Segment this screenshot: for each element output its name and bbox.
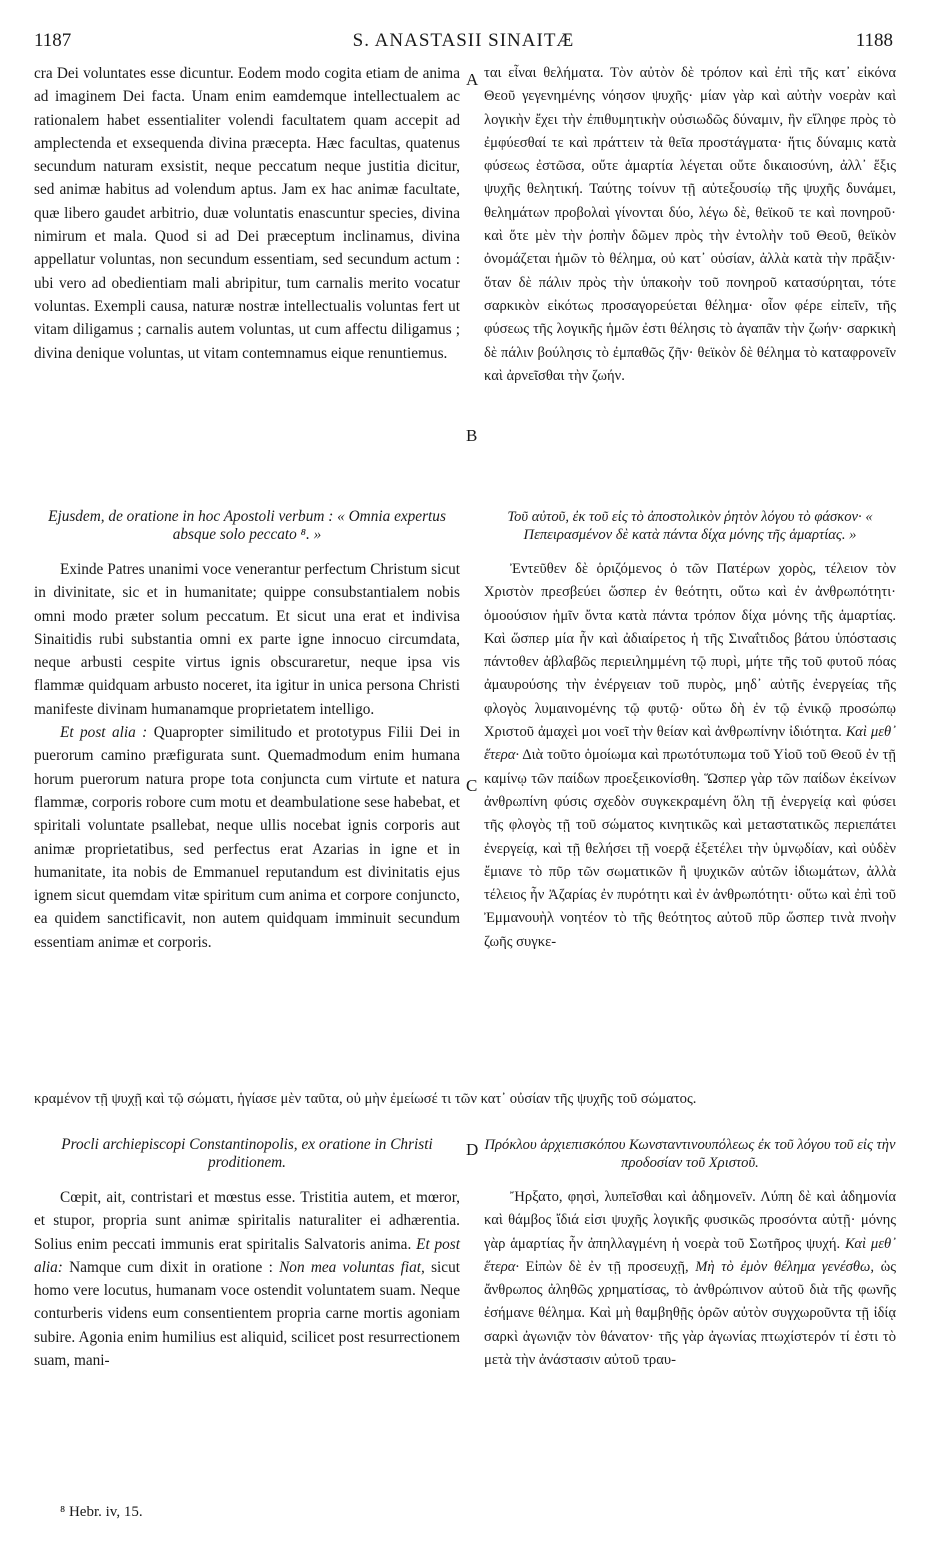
latin-paragraph-2b-text: Quapropter similitudo et prototypus Filii Dei in puerorum camino præfigurata sunt. Quemadmodum enim humana horum puerorum natura prope tota conjuncta cum virtute et natura flammæ, corporis robore cum motu et deambulatione sese habebat, et spiritali voluntate psallebat, neque ullis nocebat ignis corporis aut animæ proprietatibus, sed perfectus erat Azarias in igne et in humanitate, ita nobis de Emmanuel reputandum est divinitatis ejus ignem sicut quemdam vitæ spiritum cum anima et corpore conjuncto, ea quidem sanctificavit, non autem quidquam imminuit secundum essentiam animæ et corporis. [34, 724, 460, 951]
running-title: S. ANASTASII SINAITÆ [352, 30, 575, 51]
latin-paragraph-3 [34, 1186, 460, 1372]
latin-paragraph-1: cra Dei voluntates esse dicuntur. Eodem modo cogita etiam de anima ad imaginem Dei facta. Unam enim eamdemque intellectualem ac rationalem habet essentialiter volendi facultatem quam accepit ad amplectenda et exsequenda divina præcepta. Hæc facultas, quatenus secundum naturam exsistit, neque peccatum neque justitia dicitur, sed animæ habitus ad volendum aptus. Jam ex hac animæ facultate, quæ libero gaudet arbitrio, duæ voluntatis enascuntur species, divina nimirum et mala. Quod si ad Dei præceptum inclinamus, divina appellatur voluntas, non secundum essentiam, sed secundum actum : ubi vero ad obedientiam mali abripitur, tum carnalis merito vocatur voluntas. Exempli causa, naturæ nostræ intellectualis voluntas fert ut vitam diligamus ; carnalis autem voluntas, ut cum affectu diligamus ; divina denique voluntas, ut vitam contemnamus eique renuntiemus. [34, 65, 460, 362]
greek-post-alia-label-3: Καὶ μεθ᾽ ἕτερα· [484, 1235, 896, 1275]
greek-post-alia-label: Καὶ μεθ᾽ ἕτερα· [484, 724, 897, 764]
right-page-number: 1188 [855, 30, 893, 51]
latin-heading-2: Ejusdem, de oratione in hoc Apostoli verbum : « Omnia expertus absque solo peccato ⁸. » [48, 508, 446, 543]
latin-post-alia-label-3: Et post alia: [34, 1235, 461, 1276]
margin-marker-c: C [466, 776, 478, 795]
greek-paragraph-3-text: Ἤρξατο, φησὶ, λυπεῖσθαι καὶ ἀδημονεῖν. Λύπη δὲ καὶ ἀδημονία καὶ θάμβος ἴδιά εἰσι ψυχῆς λογικῆς φυσικῶς προσόντα αὐτῇ· μόνης γὰρ ἁμαρτίας ἦν ἀπηλλαγμένη ἡ νοερὰ τοῦ Σωτῆρος ψυχή. [484, 1189, 896, 1252]
greek-column-section-3 [484, 1136, 896, 1372]
latin-column-section-2 [34, 508, 460, 954]
margin-marker-b: B [466, 426, 478, 445]
margin-marker-d: D [466, 1140, 479, 1159]
left-page-number: 1187 [34, 30, 72, 51]
running-header [34, 30, 893, 60]
greek-paragraph-2b-text: Διὰ τοῦτο ὁμοίωμα καὶ πρωτότυπωμα τοῦ Υἱοῦ τοῦ Θεοῦ ἐν τῇ καμίνῳ τῶν παίδων προεξεικονίσθη. Ὥσπερ γὰρ τῶν παίδων ἐκείνων ἀνθρωπίνη φύσις σχεδὸν συγκεκραμένη ὅλη τῇ ἐνεργείᾳ καὶ φύσει τῆς φλογὸς τῇ τοῦ σώματος κινητικῶς καὶ μεταστατικῶς περιεπάτει ἐνεργείᾳ, καὶ τῇ θελήσει τῇ νοερᾷ ἐξετέλει τὴν ὑμνῳδίαν, καὶ οὐδὲν ἔμιανε τὸ πῦρ τῶν σωματικῶν ἢ ψυχικῶν αὐτῶν ἰδιωμάτων, ἀλλὰ τέλειος ἦν Ἀζαρίας ἐν πυρότητι καὶ ἐν ἀνθρωπότητι· οὕτω καὶ ἐπὶ τοῦ Ἐμμανουὴλ νοητέον τὸ τῆς θεότητος αὐτοῦ πῦρ ὥσπερ τινὰ πνοὴν ζωῆς συγκε- [484, 747, 897, 950]
latin-paragraph-3b-text-a: Namque cum dixit in oratione : [69, 1258, 273, 1276]
greek-paragraph-3b-text-a: Εἰπὼν δὲ ἐν τῇ προσευχῇ, [525, 1258, 689, 1275]
latin-paragraph-2: Exinde Patres unanimi voce venerantur perfectum Christum sicut in divinitate, sic et in humanitate; quippe consubstantialem nobis omni modo præter solum peccatum. Et sicut una erat et indivisa Sinaitidis rubi substantia omni ex parte igne innocuo circumdata, neque arbusti cespite virtus ignis obscuraretur, neque ipsa vis flammæ quidquam arbusto noceret, ita igitur in unica persona Christi manifeste divinam humanamque proprietatem intelligo. [34, 561, 460, 718]
latin-post-alia-label: Et post alia : [60, 724, 148, 742]
latin-column-section-3 [34, 1136, 460, 1372]
greek-heading-2: Τοῦ αὐτοῦ, ἐκ τοῦ εἰς τὸ ἀποστολικὸν ῥητὸν λόγου τὸ φάσκον· « Πεπειρασμένον δὲ κατὰ πάντα δίχα μόνης τῆς ἁμαρτίας. » [507, 509, 873, 543]
greek-paragraph-3 [484, 1186, 896, 1372]
latin-heading-3: Procli archiepiscopi Constantinopolis, ex oratione in Christi proditionem. [61, 1136, 433, 1171]
greek-paragraph-2 [484, 558, 896, 954]
footnote: ⁸ Hebr. iv, 15. [60, 1504, 143, 1520]
full-width-continuation: κραμένον τῇ ψυχῇ καὶ τῷ σώματι, ἡγίασε μὲν ταῦτα, οὐ μὴν ἐμείωσέ τι τῶν κατ᾽ οὐσίαν τῆς ψυχῆς τοῦ σώματος. [34, 1091, 697, 1107]
greek-column-section-2 [484, 508, 896, 954]
latin-quote-italic: Non mea voluntas fiat, [279, 1258, 425, 1276]
greek-paragraph-2-text: Ἐντεῦθεν δὲ ὁριζόμενος ὁ τῶν Πατέρων χορὸς, τέλειον τὸν Χριστὸν πρεσβεύει ὥσπερ ἐν θεότητι, οὕτω καὶ ἐν ἀνθρωπότητι· ὁμοούσιον ἡμῖν ὄντα κατὰ πάντα τρόπον δίχα μόνης τῆς ἁμαρτίας. Καὶ ὥσπερ μία ἦν καὶ ἀδιαίρετος ἡ τῆς Σιναΐτιδος βάτου ὑπόστασις πάντοθεν ἀβλαβῶς περιειλημμένη τῷ πυρὶ, μήτε τῆς τοῦ φυτοῦ πόας ἀμαυρούσης τὴν ἐνέργειαν τοῦ πυρὸς, μηδ᾽ αὐτῆς ἐνεργείας τῆς φλογὸς λυμαινομένης τῷ φυτῷ· οὕτω δὴ ἐν τῷ ἐνικῷ προσώπῳ Χριστοῦ ἀμαχεὶ μοι νοεῖ τὴν θείαν καὶ ἀνθρωπίνην ἰδιότητα. [484, 561, 896, 741]
latin-paragraph-3-text: Cœpit, ait, contristari et mœstus esse. Tristitia autem, et mœror, et stupor, propria sunt animæ spiritalis naturaliter ei adhærentia. Solius enim peccati immunis erat spiritalis Salvatoris anima. [34, 1189, 460, 1253]
greek-quote-italic: Μὴ τὸ ἐμὸν θέλημα γενέσθω, [695, 1258, 874, 1275]
latin-paragraph-2b [34, 721, 460, 954]
greek-heading-3: Πρόκλου ἀρχιεπισκόπου Κωνσταντινουπόλεως ἐκ τοῦ λόγου τοῦ εἰς τὴν προδοσίαν τοῦ Χριστοῦ. [484, 1137, 896, 1171]
latin-column-section-1 [34, 62, 460, 365]
greek-column-section-1 [484, 62, 896, 388]
greek-paragraph-1: ται εἶναι θελήματα. Τὸν αὐτὸν δὲ τρόπον καὶ ἐπὶ τῆς κατ᾽ εἰκόνα Θεοῦ γεγενημένης νόησον ψυχῆς· μίαν γὰρ καὶ αὐτὴν νοερὰν καὶ λογικὴν ἔχει τὴν ἐπιθυμητικὴν οὐσιωδῶς δύναμιν, ἣν εἴληφε πρὸς τὸ ἐμφύεσθαί τε καὶ πράττειν τὰ θεῖα προστάγματα· ἥτις δύναμις κατὰ φύσεως ἐστῶσα, οὔτε ἁμαρτία λέγεται οὔτε δικαιοσύνη, ἀλλ᾽ ἕξις ψυχῆς θελητική. Ταύτης τοίνυν τῇ αὐτεξουσίῳ τῆς ψυχῆς δυνάμει, θελημάτων προβολαὶ γίνονται δύο, λέγω δὲ, θεϊκοῦ τε καὶ πονηροῦ· καὶ ὅτε μὲν τὴν ῥοπὴν δῶμεν πρὸς τὴν ἐντολὴν τοῦ Θεοῦ, θεϊκὸν ὀνομάζεται ἡμῶν τὸ θέλημα, οὐ κατ᾽ οὐσίαν, ἀλλὰ κατὰ τὴν πρᾶξιν· ὅταν δὲ πάλιν πρὸς τὴν ὑπακοὴν τοῦ πονηροῦ κατασύρηται, τότε σαρκικὸν εἰκότως προσαγορεύεται θέλημα· οἷον φέρε εἰπεῖν, τῆς φύσεως τῆς λογικῆς ἡμῶν ἐστι θέλησις τὸ ἀγαπᾶν τὴν ζωήν· σαρκικὴ δὲ πάλιν βούλησις τὸ ἐμπαθῶς ζῆν· θεϊκὸν δὲ θέλημα τὸ καταφρονεῖν καὶ ἀρνεῖσθαι τὴν ζωήν. [484, 65, 896, 384]
latin-paragraph-3b-text-b: sicut homo vere locutus, humanam voce ostendit voluntatem suam. Neque conturberis videns eum consentientem propria carne mortis agoniam subire. Agonia enim humilius est aliquid, scilicet post resurrectionem suam, mani- [34, 1258, 461, 1370]
greek-paragraph-3b-text-b: ὡς ἄνθρωπος ἀληθῶς χρηματίσας, τὸ ἀνθρώπινον αὐτοῦ διὰ τῆς φωνῆς ἐσήμανε θέλημα. Καὶ μὴ θαμβηθῇς ὁρῶν αὐτὸν συγχωροῦντα τῇ ἰδίᾳ σαρκὶ ἀγωνιᾷν τὸν θάνατον· τῆς γὰρ ἀγωνίας πτωχίστερόν τί ἐστι τὸ μετὰ τὴν ἀνάστασιν αὐτοῦ τραυ- [484, 1258, 896, 1369]
margin-marker-a: A [466, 70, 479, 89]
